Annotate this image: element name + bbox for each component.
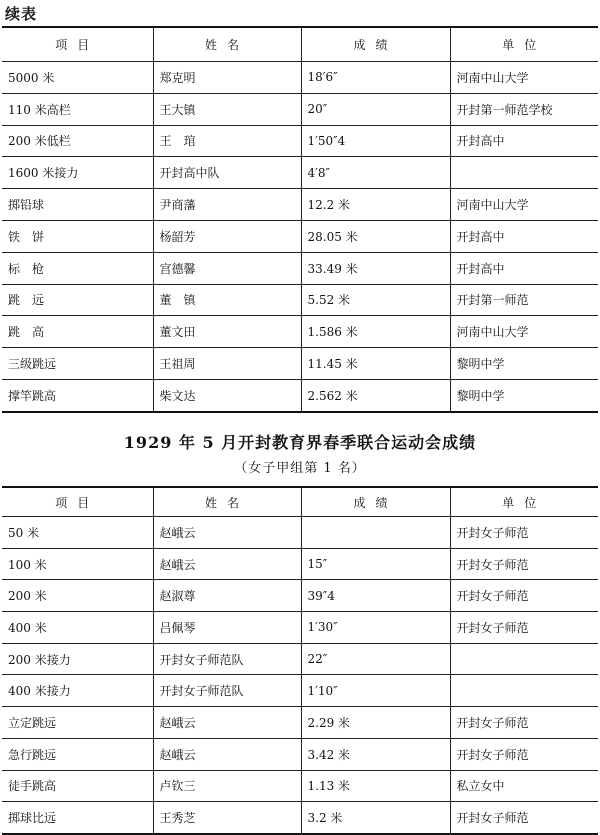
cell-athlete: 杨韶芳 xyxy=(153,220,301,252)
table-row xyxy=(2,643,598,675)
cell-unit: 开封高中 xyxy=(450,252,598,284)
cell-event: 400 米 xyxy=(2,612,153,644)
table-row xyxy=(2,316,598,348)
continued-label: 续表 xyxy=(5,5,38,23)
cell-event: 1600 米接力 xyxy=(2,157,153,189)
cell-event: 50 米 xyxy=(2,517,153,549)
cell-unit: 开封女子师范 xyxy=(450,548,598,580)
cell-result: 2.29 米 xyxy=(301,707,450,739)
cell-unit: 开封女子师范 xyxy=(450,738,598,770)
cell-unit: 开封第一师范学校 xyxy=(450,93,598,125)
cell-athlete: 宫德馨 xyxy=(153,252,301,284)
cell-athlete: 赵淑尊 xyxy=(153,580,301,612)
cell-event: 急行跳远 xyxy=(2,738,153,770)
cell-event: 100 米 xyxy=(2,548,153,580)
col-header-result: 成绩 xyxy=(301,27,450,62)
cell-unit: 开封女子师范 xyxy=(450,707,598,739)
cell-athlete: 开封女子师范队 xyxy=(153,643,301,675)
table-row xyxy=(2,284,598,316)
cell-unit: 黎明中学 xyxy=(450,348,598,380)
cell-result xyxy=(301,517,450,549)
table-row xyxy=(2,157,598,189)
col-header-name: 姓名 xyxy=(153,487,301,517)
cell-athlete: 王秀芝 xyxy=(153,802,301,834)
table-row xyxy=(2,707,598,739)
cell-event: 200 米接力 xyxy=(2,643,153,675)
cell-event: 立定跳远 xyxy=(2,707,153,739)
col-header-event: 项目 xyxy=(2,27,153,62)
cell-athlete: 开封女子师范队 xyxy=(153,675,301,707)
col-header-name: 姓名 xyxy=(153,27,301,62)
cell-unit: 开封女子师范 xyxy=(450,580,598,612)
col-header-event: 项目 xyxy=(2,487,153,517)
cell-result: 15″ xyxy=(301,548,450,580)
cell-result: 39″4 xyxy=(301,580,450,612)
cell-result: 33.49 米 xyxy=(301,252,450,284)
cell-event: 标 枪 xyxy=(2,252,153,284)
cell-result: 3.2 米 xyxy=(301,802,450,834)
cell-unit: 开封高中 xyxy=(450,220,598,252)
cell-result: 1.13 米 xyxy=(301,770,450,802)
cell-event: 5000 米 xyxy=(2,62,153,94)
cell-result: 28.05 米 xyxy=(301,220,450,252)
cell-result: 18′6″ xyxy=(301,62,450,94)
cell-athlete: 尹商藩 xyxy=(153,189,301,221)
cell-athlete: 吕佩琴 xyxy=(153,612,301,644)
cell-unit xyxy=(450,675,598,707)
cell-event: 跳 远 xyxy=(2,284,153,316)
cell-athlete: 赵峨云 xyxy=(153,517,301,549)
table-row xyxy=(2,802,598,834)
cell-athlete: 郑克明 xyxy=(153,62,301,94)
cell-result: 4′8″ xyxy=(301,157,450,189)
table-row xyxy=(2,675,598,707)
cell-result: 1′10″ xyxy=(301,675,450,707)
cell-event: 110 米高栏 xyxy=(2,93,153,125)
cell-event: 撑竿跳高 xyxy=(2,379,153,411)
cell-result: 11.45 米 xyxy=(301,348,450,380)
cell-event: 徒手跳高 xyxy=(2,770,153,802)
col-header-unit: 单位 xyxy=(450,27,598,62)
table-row xyxy=(2,125,598,157)
cell-athlete: 王大镇 xyxy=(153,93,301,125)
cell-unit: 开封第一师范 xyxy=(450,284,598,316)
table-row xyxy=(2,770,598,802)
cell-athlete: 柴文达 xyxy=(153,379,301,411)
cell-unit: 开封高中 xyxy=(450,125,598,157)
table-header-row xyxy=(2,487,598,517)
cell-athlete: 王 琯 xyxy=(153,125,301,157)
cell-athlete: 赵峨云 xyxy=(153,738,301,770)
cell-unit: 河南中山大学 xyxy=(450,189,598,221)
cell-event: 200 米低栏 xyxy=(2,125,153,157)
cell-result: 1′50″4 xyxy=(301,125,450,157)
cell-athlete: 开封高中队 xyxy=(153,157,301,189)
col-header-result: 成绩 xyxy=(301,487,450,517)
cell-athlete: 王祖周 xyxy=(153,348,301,380)
table-row xyxy=(2,189,598,221)
table-row xyxy=(2,62,598,94)
cell-unit: 开封女子师范 xyxy=(450,802,598,834)
table-row xyxy=(2,379,598,411)
col-header-unit: 单位 xyxy=(450,487,598,517)
cell-event: 三级跳远 xyxy=(2,348,153,380)
cell-result: 2.562 米 xyxy=(301,379,450,411)
table-row xyxy=(2,93,598,125)
cell-result: 3.42 米 xyxy=(301,738,450,770)
results-table-women xyxy=(2,486,598,835)
cell-event: 跳 高 xyxy=(2,316,153,348)
cell-event: 掷铅球 xyxy=(2,189,153,221)
section-title: 1929 年 5 月开封教育界春季联合运动会成绩 xyxy=(123,433,477,452)
table-row xyxy=(2,738,598,770)
table-row xyxy=(2,348,598,380)
cell-unit: 私立女中 xyxy=(450,770,598,802)
cell-result: 1.586 米 xyxy=(301,316,450,348)
cell-athlete: 赵峨云 xyxy=(153,707,301,739)
cell-result: 5.52 米 xyxy=(301,284,450,316)
table-row xyxy=(2,580,598,612)
cell-result: 12.2 米 xyxy=(301,189,450,221)
cell-unit xyxy=(450,157,598,189)
cell-unit: 开封女子师范 xyxy=(450,612,598,644)
table-body xyxy=(2,517,598,834)
cell-result: 22″ xyxy=(301,643,450,675)
table-header-row xyxy=(2,27,598,62)
cell-event: 掷球比远 xyxy=(2,802,153,834)
table-row xyxy=(2,517,598,549)
cell-event: 200 米 xyxy=(2,580,153,612)
table-body xyxy=(2,62,598,412)
table-row xyxy=(2,612,598,644)
cell-result: 1′30″ xyxy=(301,612,450,644)
cell-athlete: 董 镇 xyxy=(153,284,301,316)
table-row xyxy=(2,548,598,580)
table-row xyxy=(2,252,598,284)
cell-unit: 黎明中学 xyxy=(450,379,598,411)
cell-unit: 河南中山大学 xyxy=(450,62,598,94)
cell-result: 20″ xyxy=(301,93,450,125)
section-subtitle: （女子甲组第 1 名） xyxy=(234,461,366,476)
cell-athlete: 卢钦三 xyxy=(153,770,301,802)
cell-unit: 河南中山大学 xyxy=(450,316,598,348)
cell-athlete: 赵峨云 xyxy=(153,548,301,580)
table-row xyxy=(2,220,598,252)
results-table-men xyxy=(2,26,598,413)
cell-event: 400 米接力 xyxy=(2,675,153,707)
cell-unit: 开封女子师范 xyxy=(450,517,598,549)
cell-athlete: 董文田 xyxy=(153,316,301,348)
cell-event: 铁 饼 xyxy=(2,220,153,252)
cell-unit xyxy=(450,643,598,675)
